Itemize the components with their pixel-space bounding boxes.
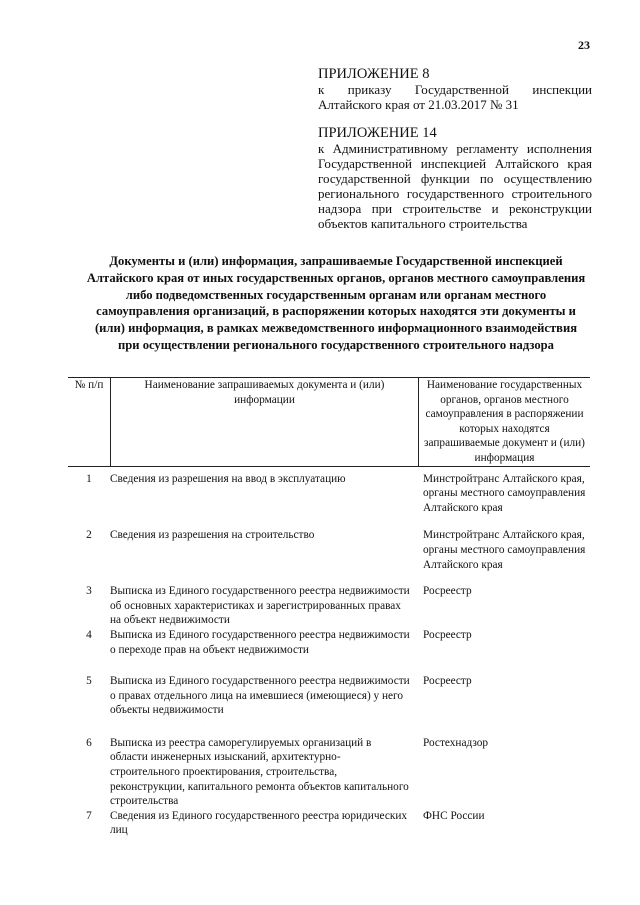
row-document: Выписка из Единого государственного реестра недвижимости о переходе прав на объект недвижимости xyxy=(110,628,410,656)
appendix-8-text: к приказу Государственной инспекции Алтайского края от 21.03.2017 № 31 xyxy=(318,82,592,112)
row-document: Сведения из Единого государственного реестра юридических лиц xyxy=(110,809,408,837)
row-number: 4 xyxy=(86,628,92,641)
row-number: 1 xyxy=(86,472,92,485)
table-row xyxy=(68,628,590,657)
row-document: Выписка из реестра саморегулируемых организаций в области инженерных изысканий, архитектурно-строительного проектирования, строительства, реконструкции, капитального ремонта объектов капитального строительства xyxy=(110,736,409,808)
document-title: Документы и (или) информация, запрашиваемые Государственной инспекцией Алтайского края от иных государственных органов, органов местного самоуправления либо подведомственных государственным органам или органам местного самоуправления организаций, в распоряжении которых находятся эти документы и (или) информация, в рамках межведомственного информационного взаимодействия при осуществлении регионального государственного строительного надзора xyxy=(86,254,586,352)
table-body xyxy=(68,472,590,838)
row-organization: Минстройтранс Алтайского края, органы местного самоуправления Алтайского края xyxy=(423,472,586,514)
header-number: № п/п xyxy=(74,379,104,391)
row-organization: Минстройтранс Алтайского края, органы местного самоуправления Алтайского края xyxy=(423,529,586,571)
appendix-8-block xyxy=(318,66,592,112)
row-document: Выписка из Единого государственного реестра недвижимости об основных характеристиках и зарегистрированных правах на объект недвижимости xyxy=(110,585,410,627)
header-document: Наименование запрашиваемых документа и (или) информации xyxy=(110,378,418,466)
table-row xyxy=(68,736,590,809)
row-number: 3 xyxy=(86,585,92,598)
header-organization: Наименование государственных органов, органов местного самоуправления в распоряжении которых находятся запрашиваемые документ и (или) информация xyxy=(418,378,590,466)
row-number: 2 xyxy=(86,529,92,542)
documents-table xyxy=(68,377,590,838)
row-number: 7 xyxy=(86,809,92,822)
row-document: Сведения из разрешения на строительство xyxy=(110,529,315,542)
table-header xyxy=(68,377,590,467)
page-number: 23 xyxy=(578,38,590,52)
appendix-14-block xyxy=(318,125,592,231)
appendix-14-heading: ПРИЛОЖЕНИЕ 14 xyxy=(318,125,437,141)
row-organization: ФНС России xyxy=(423,809,485,822)
row-number: 6 xyxy=(86,736,92,749)
row-document: Выписка из Единого государственного реестра недвижимости о правах отдельного лица на имевшиеся (имеющиеся) у него объекты недвижимости xyxy=(110,675,410,717)
row-document: Сведения из разрешения на ввод в эксплуатацию xyxy=(110,472,346,485)
table-row xyxy=(68,528,590,572)
row-organization: Ростехнадзор xyxy=(423,736,489,749)
table-row xyxy=(68,809,590,838)
table-row xyxy=(68,472,590,516)
row-organization: Росреестр xyxy=(423,675,472,688)
table-row xyxy=(68,674,590,718)
appendix-8-heading: ПРИЛОЖЕНИЕ 8 xyxy=(318,66,430,82)
appendix-14-text: к Административному регламенту исполнения Государственной инспекцией Алтайского края государственной функции по осуществлению регионального государственного строительного надзора при строительстве и реконструкции объектов капитального строительства xyxy=(318,141,592,231)
table-row xyxy=(68,584,590,628)
row-organization: Росреестр xyxy=(423,585,472,598)
row-number: 5 xyxy=(86,675,92,688)
row-organization: Росреестр xyxy=(423,628,472,641)
